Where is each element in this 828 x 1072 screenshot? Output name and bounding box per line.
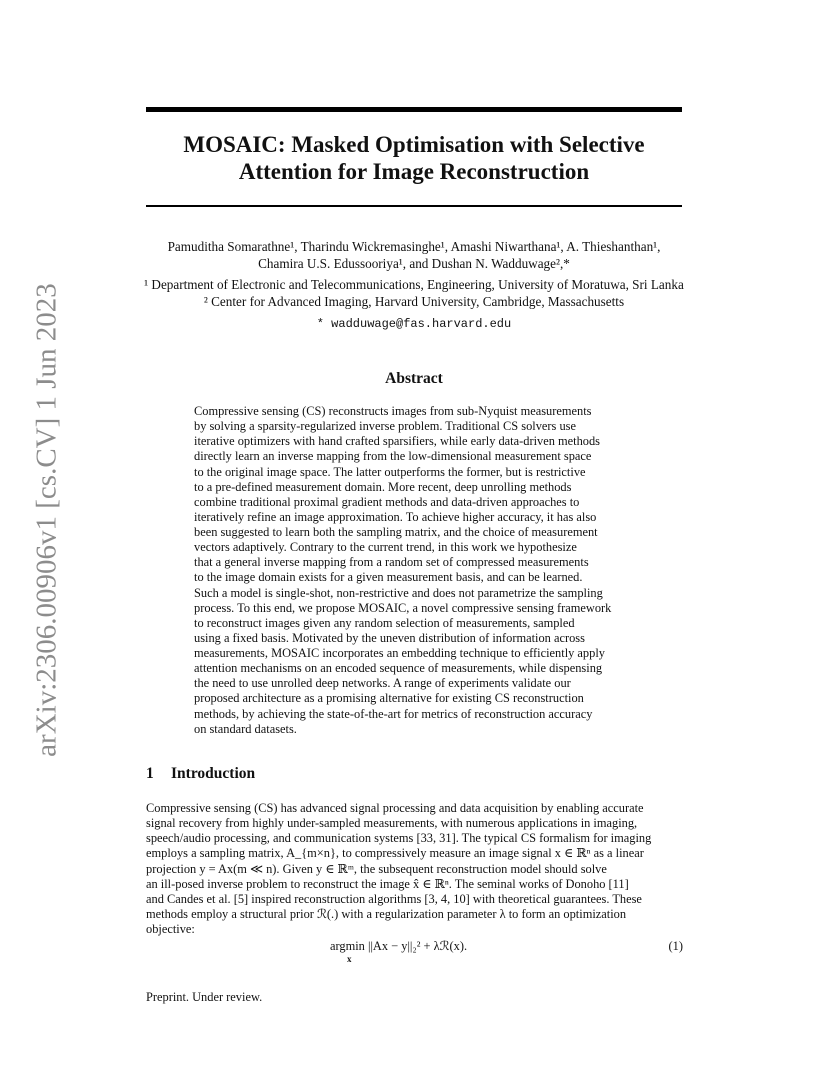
title-bottom-rule <box>146 205 682 207</box>
corresponding-email[interactable]: * wadduwage@fas.harvard.edu <box>316 317 512 331</box>
section-heading <box>146 764 255 784</box>
footer-note: Preprint. Under review. <box>146 990 263 1004</box>
abstract-heading: Abstract <box>385 370 443 387</box>
equation-number: (1) <box>668 939 683 953</box>
equation-argmin-subscript: x <box>347 954 352 964</box>
abstract-text: Compressive sensing (CS) reconstructs images from sub-Nyquist measurements by solving a sparsity-regularized inverse problem. Traditional CS solvers use iterative optimizers with hand crafted sparsifiers, while early data-driven methods directly learn an inverse mapping from the low-dimensional measurement space to the original image space. The latter outperforms the former, but is restrictive to a pre-defined measurement domain. More recent, deep unrolling methods combine traditional proximal gradient methods and data-driven approaches to iteratively refine an image approximation. To achieve higher accuracy, it has also been suggested to learn both the sampling matrix, and the choice of measurement vectors adaptively. Contrary to the current trend, in this work we hypothesize that a general inverse mapping from a random set of compressed measurements to the image domain exists for a given measurement basis, and can be learned. Such a model is single-shot, non-restrictive and does not parametrize the sampling process. To this end, we propose MOSAIC, a novel compressive sensing framework to reconstruct images given any random selection of measurements, sampled using a fixed basis. Motivated by the uneven distribution of information across measurements, MOSAIC incorporates an embedding technique to efficiently apply attention mechanisms on an encoded sequence of measurements, while dispensing the need to use unrolled deep networks. A range of experiments validate our proposed architecture as a promising alternative for existing CS reconstruction methods, by achieving the state-of-the-art for metrics of reconstruction accuracy on standard datasets. <box>194 404 612 736</box>
equation-body: argmin ||Ax − y||₂² + λℛ(x). <box>330 939 468 953</box>
author-list: Pamuditha Somarathne¹, Tharindu Wickremasinghe¹, Amashi Niwarthana¹, A. Thieshanthan¹, Chamira U.S. Edussooriya¹, and Dushan N. Wadduwage²,* <box>167 239 661 271</box>
title-top-rule <box>146 107 682 112</box>
section-title: Introduction <box>171 765 256 782</box>
paper-title: MOSAIC: Masked Optimisation with Selective Attention for Image Reconstruction <box>183 132 645 184</box>
arxiv-stamp-text: arXiv:2306.00906v1 [cs.CV] 1 Jun 2023 <box>30 283 63 757</box>
affiliations: ¹ Department of Electronic and Telecommunications, Engineering, University of Moratuwa, Sri Lanka ² Center for Advanced Imaging, Harvard University, Cambridge, Massachusetts <box>144 277 684 309</box>
section-number: 1 <box>146 765 154 782</box>
equation-1 <box>146 937 683 967</box>
introduction-text: Compressive sensing (CS) has advanced signal processing and data acquisition by enabling accurate signal recovery from highly under-sampled measurements, with numerous applications in imaging, speech/audio processing, and communication systems [33, 31]. The typical CS formalism for imaging employs a sampling matrix, A_{m×n}, to compressively measure an image signal x ∈ ℝⁿ as a linear projection y = Ax(m ≪ n). Given y ∈ ℝᵐ, the subsequent reconstruction model should solve an ill-posed inverse problem to reconstruct the image x̂ ∈ ℝⁿ. The seminal works of Donoho [11] and Candes et al. [5] inspired reconstruction algorithms [3, 4, 10] with theoretical guarantees. These methods employ a structural prior ℛ(.) with a regularization parameter λ to form an optimization objective: <box>146 801 652 936</box>
